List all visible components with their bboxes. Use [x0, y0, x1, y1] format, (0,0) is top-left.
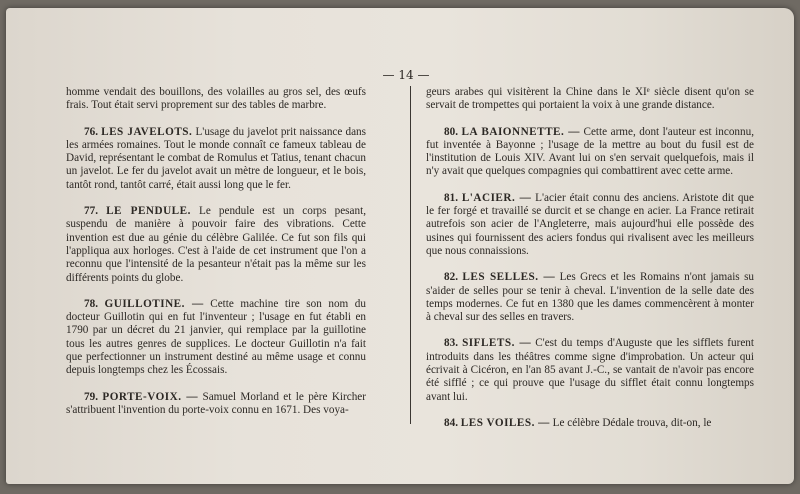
entry-text: Cette arme, dont l'auteur est inconnu, fut inventée à Bayonne ; l'usage de la mettre au bout du fusil est de l'institution de Louis XIV. Avant lui on s'en servait quelquefois, mais il n'y avait que quelques compagnies qui combattirent avec cette arme. [426, 125, 754, 178]
entry-continuation: geurs arabes qui visitèrent la Chine dans le XIᵉ siècle disent qu'on se servait de trompettes qui portaient la voix à une grande distance. [426, 86, 754, 112]
entry-heading: LES SELLES. — [462, 271, 556, 284]
entry-heading: LES JAVELOTS. [101, 125, 193, 138]
entry-heading: LA BAIONNETTE. — [461, 125, 580, 138]
entry-text: L'acier était connu des anciens. Aristote dit que le fer forgé et travaillé se durcit et se change en acier. La France retirait autrefois son acier de l'Angleterre, mais aujourd'hui elle possède des usines qui fournissent des aciers fondus qui rivalisent avec les meilleurs que nous connaissions. [426, 191, 754, 257]
entry-number: 77. [84, 205, 98, 218]
entry-heading: LES VOILES. — [460, 416, 550, 429]
entry-siflets [426, 337, 754, 403]
entry-text: Samuel Morland et le père Kircher s'attribuent l'invention du porte-voix connu en 1671. Des voya- [66, 390, 366, 416]
entry-guillotine [66, 298, 366, 378]
left-column [66, 86, 366, 430]
entry-heading: GUILLOTINE. — [104, 297, 204, 310]
entry-number: 79. [84, 390, 98, 403]
entry-baionnette [426, 126, 754, 179]
entry-heading: L'ACIER. — [461, 191, 532, 204]
entry-text: C'est du temps d'Auguste que les sifflets furent introduits dans les théâtres comme signe d'improbation. Un acteur qui écrivait à Cicéron, en l'an 85 avant J.-C., se vantait de n'avoir pas encore été sifflé ; ce qui prouve que l'usage du sifflet était connu longtemps avant lui. [426, 337, 754, 403]
book-page [6, 8, 794, 484]
entry-heading: PORTE-VOIX. — [102, 390, 199, 403]
entry-acier [426, 192, 754, 258]
entry-porte-voix [66, 391, 366, 418]
entry-javelots [66, 126, 366, 192]
entry-heading: LE PENDULE. [106, 205, 191, 218]
entry-text: Cette machine tire son nom du docteur Guillotin qui en fut l'inventeur ; l'usage en fut établi en 1790 par un décret du 21 janvier, qui remplace par la guillotine tous les autres genres de supplices. Le docteur Guillotin n'a fait que perfectionner un instrument destiné au même usage et connu depuis longtemps chez les Écossais. [66, 297, 366, 377]
right-column [426, 86, 754, 443]
entry-selles [426, 271, 754, 324]
page-number: — 14 — [382, 68, 430, 82]
entry-number: 80. [444, 125, 458, 138]
entry-text: Les Grecs et les Romains n'ont jamais su s'aider de selles pour se tenir à cheval. L'invention de la selle date des temps modernes. Ce fut en 1380 que les dames commencèrent à monter à cheval sur des selles en travers. [426, 271, 755, 324]
entry-text: L'usage du javelot prit naissance dans les armées romaines. Tout le monde connaît ce fameux tableau de David, représentant le combat de Romulus et Tatius, tenant chacun un javelot. Le fer du javelot avait un mètre de longueur, et le bois, tantôt rond, tantôt carré, était aussi long que le fer. [66, 125, 367, 191]
entry-number: 83. [444, 337, 458, 350]
entry-text: Le pendule est un corps pesant, suspendu de manière à pouvoir faire des vibrations. Cette invention est due au génie du célèbre Galilée. Ce fut son fils qui l'appliqua aux horloges. C'est à l'aide de cet instrument que l'on a reconnu que l'intensité de la pesanteur n'était pas la même sur les différents points du globe. [66, 205, 366, 284]
entry-number: 76. [84, 125, 98, 138]
entry-continuation: homme vendait des bouillons, des volailles au gros sel, des œufs frais. Tout était servi proprement sur des tables de marbre. [66, 86, 366, 112]
entry-number: 82. [444, 271, 458, 284]
entry-text: Le célèbre Dédale trouva, dit-on, le [552, 416, 712, 429]
column-divider [410, 86, 411, 424]
entry-number: 78. [84, 297, 98, 310]
entry-voiles [426, 417, 754, 430]
entry-heading: SIFLETS. — [462, 337, 532, 350]
entry-pendule [66, 205, 366, 285]
entry-number: 84. [444, 416, 458, 429]
entry-number: 81. [444, 191, 458, 204]
